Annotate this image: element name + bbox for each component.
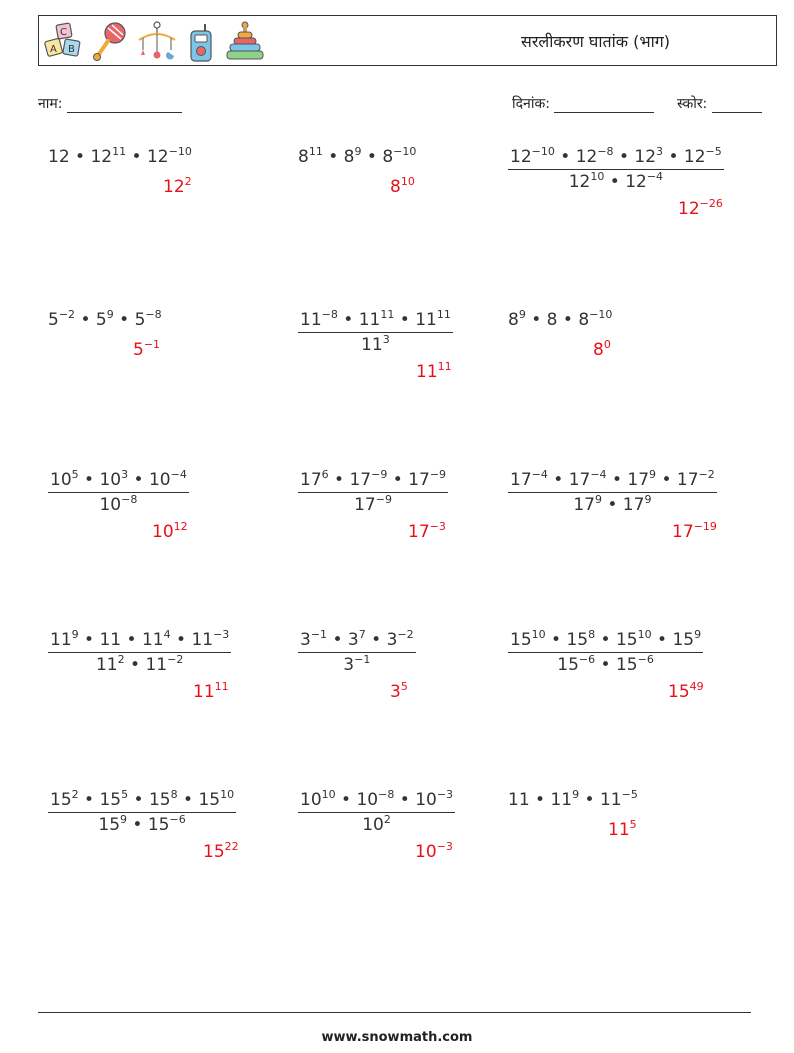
problem-expression	[508, 630, 703, 675]
power-term: $11^{-3}$	[191, 628, 230, 650]
exponent: 9	[120, 813, 128, 826]
exponent: −4	[531, 468, 548, 481]
exponent: 2	[184, 175, 192, 188]
power-term: $5^{-1}$	[133, 338, 161, 360]
numerator: $17^6$ • $17^{-9}$ • $17^{-9}$	[298, 470, 448, 493]
exponent: −8	[378, 788, 395, 801]
power-term: $10^3$	[99, 468, 129, 490]
exponent: 8	[170, 788, 178, 801]
exponent: 10	[637, 628, 652, 641]
power-term: $17^{-9}$	[408, 468, 447, 490]
exponent: 5	[400, 680, 408, 693]
power-term: $3^7$	[347, 628, 366, 650]
fraction	[508, 470, 717, 515]
denominator: $12^{10}$ • $12^{-4}$	[568, 170, 664, 192]
power-term: 8	[546, 310, 558, 330]
power-term: $15^{-6}$	[557, 653, 596, 675]
power-term: $8^0$	[593, 338, 611, 360]
power-term: $12^3$	[634, 145, 664, 167]
power-term: 11	[99, 630, 122, 650]
exponent: 10	[220, 788, 235, 801]
exponent: −10	[531, 145, 555, 158]
svg-text:A: A	[50, 44, 57, 55]
power-term: 11	[508, 790, 530, 810]
answer	[416, 362, 452, 382]
exponent: −2	[698, 468, 715, 481]
exponent: 10	[531, 628, 546, 641]
exponent: 9	[572, 788, 580, 801]
fraction	[298, 310, 453, 355]
power-term: $15^{-6}$	[615, 653, 654, 675]
power-term: $12^2$	[163, 175, 192, 197]
exponent: 6	[321, 468, 329, 481]
exponent: 10	[590, 170, 605, 183]
power-term: $3^{-1}$	[343, 653, 371, 675]
date-label: दिनांक:	[512, 96, 550, 112]
exponent: 9	[354, 145, 362, 158]
exponent: 3	[656, 145, 664, 158]
exponent: 2	[71, 788, 79, 801]
power-term: $11^{-2}$	[145, 653, 184, 675]
fraction	[48, 630, 231, 675]
exponent: −2	[58, 308, 76, 321]
exponent: 5	[121, 788, 129, 801]
fraction	[508, 147, 724, 192]
power-term: $11^{11}$	[415, 308, 451, 330]
exponent: 5	[71, 468, 79, 481]
power-term: $17^9$	[627, 468, 657, 490]
power-term: $11^9$	[50, 628, 79, 650]
power-term: $10^{-8}$	[99, 493, 138, 515]
power-term: $10^{-4}$	[148, 468, 187, 490]
exponent: 10	[400, 175, 415, 188]
power-term: $11^{11}$	[193, 680, 229, 702]
exponent: −3	[436, 840, 453, 853]
power-term: $10^5$	[50, 468, 79, 490]
exponent: −8	[121, 493, 138, 506]
power-term: $8^{-10}$	[382, 145, 417, 167]
power-term: $15^{22}$	[203, 840, 239, 862]
exponent: −2	[167, 653, 184, 666]
exponent: −8	[321, 308, 338, 321]
exponent: −5	[621, 788, 638, 801]
power-term: $17^{-3}$	[408, 520, 446, 542]
baby-mobile-icon	[135, 20, 179, 64]
exponent: −6	[637, 653, 654, 666]
exponent: −4	[590, 468, 607, 481]
exponent: −9	[429, 468, 447, 481]
power-term: $3^5$	[390, 680, 408, 702]
problem-expression: $8^9$ • 8 • $8^{-10}$	[508, 308, 613, 330]
denominator: $15^9$ • $15^{-6}$	[98, 813, 186, 835]
power-term: $17^6$	[300, 468, 329, 490]
power-term: $10^{-3}$	[415, 788, 454, 810]
fraction	[48, 470, 189, 515]
power-term: $5^9$	[95, 308, 114, 330]
problem-expression: $5^{-2}$ • $5^9$ • $5^{-8}$	[48, 308, 162, 330]
numerator: $10^{10}$ • $10^{-8}$ • $10^{-3}$	[298, 790, 455, 813]
power-term: $17^{-9}$	[349, 468, 388, 490]
power-term: $15^{-6}$	[147, 813, 186, 835]
power-term: $11^2$	[95, 653, 125, 675]
power-term: $8^{10}$	[390, 175, 415, 197]
numerator: $11^{-8}$ • $11^{11}$ • $11^{11}$	[298, 310, 453, 333]
exponent: 11	[214, 680, 229, 693]
exponent: 11	[436, 308, 451, 321]
exponent: −4	[170, 468, 187, 481]
power-term: $12^{-26}$	[678, 197, 723, 219]
date-blank[interactable]	[554, 98, 654, 113]
numerator: $15^2$ • $15^5$ • $15^8$ • $15^{10}$	[48, 790, 236, 813]
power-term: $10^{12}$	[152, 520, 188, 542]
power-term: $8^9$	[343, 145, 362, 167]
exponent: 8	[588, 628, 596, 641]
numerator: $11^9$ • 11 • $11^4$ • $11^{-3}$	[48, 630, 231, 653]
stacking-rings-icon	[223, 20, 267, 64]
svg-text:B: B	[68, 44, 75, 55]
problem-expression	[48, 790, 236, 835]
denominator	[298, 653, 416, 675]
exponent: 7	[358, 628, 366, 641]
exponent: 9	[649, 468, 657, 481]
answer	[193, 682, 229, 702]
exponent: 11	[112, 145, 127, 158]
power-term: $12^{-4}$	[625, 170, 664, 192]
answer	[668, 682, 704, 702]
answer	[608, 820, 637, 840]
exponent: −1	[354, 653, 371, 666]
fraction	[298, 630, 416, 675]
worksheet-header	[38, 15, 777, 66]
exponent: 2	[117, 653, 125, 666]
exponent: −8	[145, 308, 162, 321]
answer	[133, 340, 160, 360]
rattle-icon	[91, 20, 131, 64]
power-term: $8^9$	[508, 308, 526, 330]
exponent: −26	[699, 197, 723, 210]
power-term: $11^{-5}$	[599, 788, 638, 810]
exponent: 2	[383, 813, 391, 826]
power-term: $12^{10}$	[568, 170, 605, 192]
power-term: $15^{10}$	[510, 628, 546, 650]
power-term: $3^{-1}$	[300, 628, 328, 650]
exponent: −5	[705, 145, 722, 158]
name-field	[38, 94, 182, 113]
power-term: $11^3$	[361, 333, 390, 355]
power-term: $11^{11}$	[416, 360, 452, 382]
power-term: 12	[48, 147, 70, 167]
power-term: $8^{11}$	[298, 145, 323, 167]
name-blank[interactable]	[67, 98, 182, 113]
denominator: $11^2$ • $11^{-2}$	[95, 653, 184, 675]
problem-expression: 12 • $12^{11}$ • $12^{-10}$	[48, 145, 192, 167]
problem-expression: 11 • $11^9$ • $11^{-5}$	[508, 788, 638, 810]
denominator: $15^{-6}$ • $15^{-6}$	[557, 653, 654, 675]
exponent: −3	[436, 788, 454, 801]
exponent: 9	[106, 308, 114, 321]
svg-text:C: C	[60, 27, 67, 38]
numerator: $3^{-1}$ • $3^7$ • $3^{-2}$	[298, 630, 416, 653]
fraction	[508, 630, 703, 675]
exponent: 9	[694, 628, 702, 641]
answer	[390, 177, 415, 197]
problem-expression	[298, 630, 416, 675]
power-term: $15^{10}$	[198, 788, 235, 810]
exponent: 22	[224, 840, 239, 853]
exponent: 0	[603, 338, 611, 351]
problem-expression	[48, 630, 231, 675]
exponent: −1	[143, 338, 161, 351]
exponent: 49	[689, 680, 704, 693]
abc-blocks-icon	[43, 20, 87, 64]
exponent: 9	[644, 493, 652, 506]
exponent: 5	[629, 818, 637, 831]
power-term: $17^{-2}$	[676, 468, 715, 490]
problem-expression	[298, 790, 455, 835]
denominator	[298, 333, 453, 355]
exponent: −8	[597, 145, 614, 158]
score-label: स्कोर:	[677, 96, 708, 112]
fraction	[48, 790, 236, 835]
exponent: −9	[371, 468, 388, 481]
answer	[163, 177, 192, 197]
exponent: 11	[437, 360, 452, 373]
numerator: $15^{10}$ • $15^8$ • $15^{10}$ • $15^9$	[508, 630, 703, 653]
score-field	[677, 94, 762, 113]
footer-url: www.snowmath.com	[321, 1030, 473, 1045]
power-term: $17^{-4}$	[510, 468, 548, 490]
exponent: −10	[589, 308, 613, 321]
denominator	[298, 493, 448, 515]
power-term: $17^9$	[573, 493, 602, 515]
exponent: 11	[308, 145, 323, 158]
denominator	[298, 813, 455, 835]
exponent: −3	[429, 520, 446, 533]
exponent: 9	[518, 308, 526, 321]
exponent: 12	[173, 520, 188, 533]
score-blank[interactable]	[712, 98, 762, 113]
power-term: $15^5$	[99, 788, 129, 810]
exponent: −4	[646, 170, 664, 183]
power-term: $8^{-10}$	[578, 308, 613, 330]
power-term: $10^2$	[362, 813, 391, 835]
power-term: $12^{-10}$	[510, 145, 555, 167]
power-term: $17^{-19}$	[672, 520, 717, 542]
exponent: 11	[380, 308, 395, 321]
power-term: $10^{10}$	[300, 788, 336, 810]
power-term: $12^{-5}$	[683, 145, 722, 167]
exponent: −3	[213, 628, 230, 641]
problem-expression	[48, 470, 189, 515]
fraction	[298, 470, 448, 515]
power-term: $17^9$	[622, 493, 652, 515]
exponent: −19	[693, 520, 717, 533]
exponent: −1	[310, 628, 328, 641]
power-term: $11^5$	[608, 818, 637, 840]
power-term: $12^{-10}$	[146, 145, 192, 167]
exponent: 3	[382, 333, 390, 346]
exponent: −6	[578, 653, 596, 666]
exponent: −10	[168, 145, 192, 158]
power-term: $11^9$	[550, 788, 580, 810]
power-term: $5^{-2}$	[48, 308, 76, 330]
exponent: 3	[121, 468, 129, 481]
power-term: $15^8$	[566, 628, 596, 650]
answer	[152, 522, 188, 542]
power-term: $11^{-8}$	[300, 308, 338, 330]
power-term: $11^{11}$	[358, 308, 395, 330]
power-term: $12^{11}$	[90, 145, 127, 167]
numerator: $17^{-4}$ • $17^{-4}$ • $17^9$ • $17^{-2}$	[508, 470, 717, 493]
answer	[672, 522, 717, 542]
answer	[593, 340, 611, 360]
exponent: −6	[169, 813, 186, 826]
problem-expression	[298, 310, 453, 355]
problem-expression: $8^{11}$ • $8^9$ • $8^{-10}$	[298, 145, 417, 167]
footer-divider	[38, 1012, 751, 1013]
answer	[203, 842, 239, 862]
answer	[408, 522, 446, 542]
power-term: $10^{-3}$	[415, 840, 453, 862]
date-field	[512, 94, 654, 113]
power-term: $15^9$	[672, 628, 702, 650]
power-term: $12^{-8}$	[575, 145, 614, 167]
problem-expression	[298, 470, 448, 515]
answer	[390, 682, 408, 702]
power-term: $17^{-4}$	[568, 468, 607, 490]
exponent: 9	[71, 628, 79, 641]
answer	[415, 842, 453, 862]
power-term: $3^{-2}$	[386, 628, 414, 650]
exponent: 4	[163, 628, 171, 641]
denominator: $17^9$ • $17^9$	[573, 493, 652, 515]
numerator: $12^{-10}$ • $12^{-8}$ • $12^3$ • $12^{-5}$	[508, 147, 724, 170]
exponent: 10	[321, 788, 336, 801]
problem-expression	[508, 147, 724, 192]
exponent: 9	[594, 493, 602, 506]
answer	[678, 199, 723, 219]
power-term: $17^{-9}$	[354, 493, 392, 515]
power-term: $15^2$	[50, 788, 79, 810]
worksheet-title: सरलीकरण घातांक (भाग)	[521, 32, 670, 51]
power-term: $15^9$	[98, 813, 128, 835]
power-term: $10^{-8}$	[356, 788, 395, 810]
power-term: $15^{10}$	[615, 628, 652, 650]
problem-expression	[508, 470, 717, 515]
exponent: −9	[375, 493, 392, 506]
exponent: −10	[393, 145, 417, 158]
power-term: $5^{-8}$	[134, 308, 162, 330]
power-term: $11^4$	[141, 628, 171, 650]
denominator	[48, 493, 189, 515]
exponent: −2	[397, 628, 414, 641]
numerator: $10^5$ • $10^3$ • $10^{-4}$	[48, 470, 189, 493]
fraction	[298, 790, 455, 835]
power-term: $15^{49}$	[668, 680, 704, 702]
baby-monitor-icon	[183, 20, 219, 64]
power-term: $15^8$	[148, 788, 178, 810]
name-label: नाम:	[38, 96, 63, 112]
